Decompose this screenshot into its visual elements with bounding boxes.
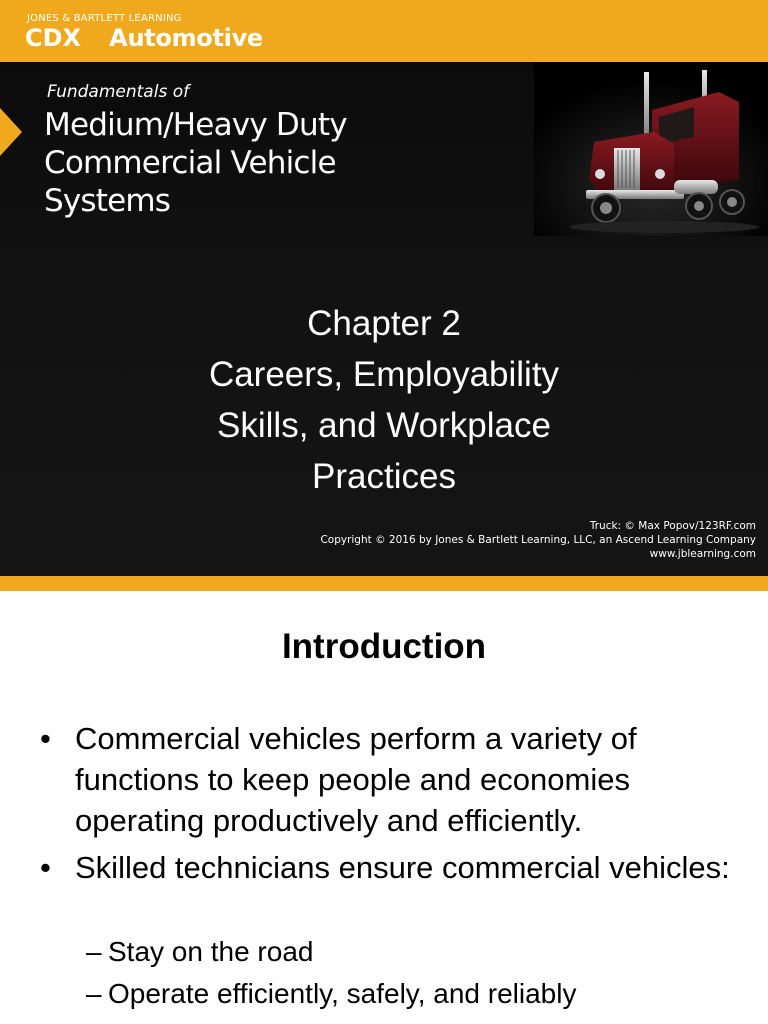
- credit-line: Copyright © 2016 by Jones & Bartlett Learning, LLC, an Ascend Learning Company: [320, 534, 756, 546]
- accent-arrow-icon: [0, 108, 22, 156]
- bullet-icon: •: [40, 850, 51, 885]
- chapter-line: Skills, and Workplace: [217, 406, 551, 445]
- publisher-name: JONES & BARTLETT LEARNING: [27, 13, 182, 24]
- chapter-line: Careers, Employability: [208, 355, 560, 394]
- credit-line: Truck: © Max Popov/123RF.com: [589, 520, 756, 532]
- book-title-line: Medium/Heavy Duty: [44, 107, 347, 143]
- brand-logo: [25, 24, 263, 52]
- brand-automotive: Automotive: [109, 24, 263, 52]
- brand-header-bar: [0, 0, 768, 62]
- sub-bullet-item: Stay on the road: [108, 936, 314, 967]
- chapter-line: Practices: [312, 457, 456, 496]
- book-title-line: Systems: [44, 183, 171, 219]
- book-title: [44, 106, 347, 220]
- sub-bullet-item: Operate efficiently, safely, and reliably: [108, 978, 577, 1009]
- chapter-title: [0, 298, 768, 502]
- book-title-line: Commercial Vehicle: [44, 145, 336, 181]
- slide-title: Introduction: [281, 627, 487, 666]
- chapter-line: Chapter 2: [307, 304, 461, 343]
- brand-cdx: CDX: [25, 24, 82, 52]
- accent-footer-bar: [0, 576, 768, 591]
- bullet-item: Skilled technicians ensure commercial vehicles:: [75, 850, 730, 885]
- copyright-credits: [320, 519, 756, 561]
- truck-image: [534, 62, 768, 236]
- series-label: Fundamentals of: [47, 82, 190, 102]
- bullet-item: Commercial vehicles perform a variety of functions to keep people and economies operating productively and efficiently.: [75, 721, 637, 838]
- truck-icon: [534, 62, 768, 236]
- content-slide: [0, 591, 768, 1024]
- bullet-icon: •: [40, 721, 51, 756]
- dash-icon: –: [86, 978, 102, 1009]
- dash-icon: –: [86, 936, 102, 967]
- credit-link[interactable]: www.jblearning.com: [649, 548, 756, 560]
